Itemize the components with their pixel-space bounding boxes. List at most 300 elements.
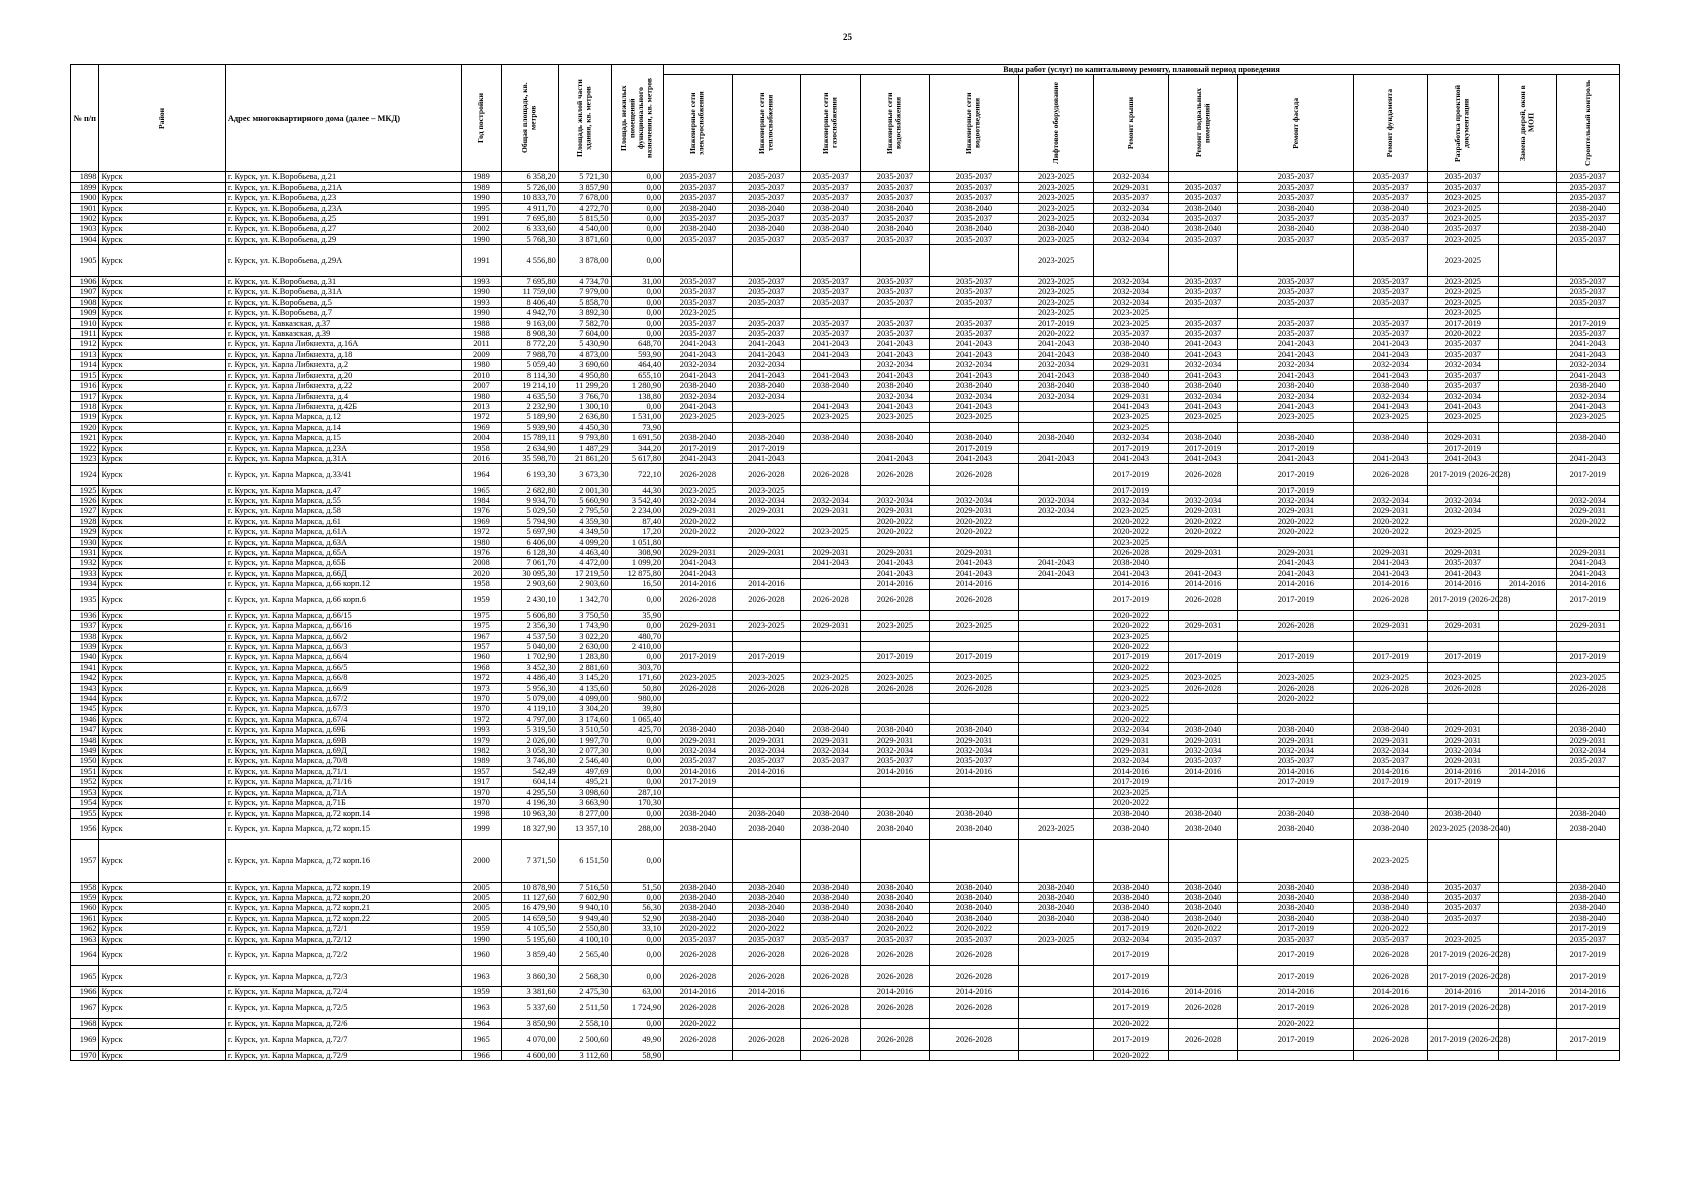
table-row (71, 224, 1620, 234)
area-cell: 5 939,90 (501, 422, 558, 432)
year-cell: 1995 (461, 203, 501, 213)
work-period-cell: 2032-2034 (1094, 203, 1169, 213)
work-period-cell: 2014-2016 (929, 766, 1019, 776)
work-period-cell: 2041-2043 (861, 339, 929, 349)
year-cell: 1968 (461, 662, 501, 672)
area-cell: 13 357,10 (558, 818, 611, 839)
work-period-cell (1556, 245, 1619, 277)
work-period-cell: 2035-2037 (861, 214, 929, 224)
address-cell: г. Курск, ул. Карла Маркса, д.70/8 (225, 756, 461, 766)
work-period-cell (861, 308, 929, 318)
work-period-cell: 2026-2028 (861, 997, 929, 1018)
work-period-cell (1019, 798, 1094, 808)
work-period-cell (929, 704, 1019, 714)
work-period-cell: 2017-2019 (1238, 485, 1354, 495)
table-row (71, 673, 1620, 683)
work-period-cell (1498, 683, 1556, 693)
table-row (71, 527, 1620, 537)
district-cell: Курск (99, 558, 225, 568)
address-cell: г. Курск, ул. Карла Маркса, д.72 корп.20 (225, 892, 461, 902)
work-period-cell (1354, 308, 1428, 318)
address-cell: г. Курск, ул. Карла Маркса, д.72/2 (225, 944, 461, 965)
work-period-cell: 2041-2043 (1556, 349, 1619, 359)
work-period-cell (664, 714, 732, 724)
address-cell: г. Курск, ул. Карла Маркса, д.71А (225, 787, 461, 797)
work-period-cell: 2017-2019 (1238, 652, 1354, 662)
district-cell: Курск (99, 944, 225, 965)
work-period-cell: 2017-2019 (1094, 652, 1169, 662)
area-cell: 308,90 (611, 547, 664, 557)
work-period-cell (1354, 610, 1428, 620)
area-cell: 0,00 (611, 966, 664, 987)
col-work-header: Разработка проектной документации (1428, 75, 1499, 172)
work-period-cell (1498, 924, 1556, 934)
area-cell: 3 304,20 (558, 704, 611, 714)
work-period-cell: 2017-2019 (1428, 318, 1499, 328)
area-cell: 35,90 (611, 610, 664, 620)
work-period-cell: 2014-2016 (861, 579, 929, 589)
work-period-cell: 2026-2028 (1354, 1029, 1428, 1050)
area-cell: 288,00 (611, 818, 664, 839)
work-period-cell (1238, 787, 1354, 797)
work-period-cell: 2041-2043 (1019, 349, 1094, 359)
work-period-cell: 2038-2040 (861, 818, 929, 839)
work-period-cell: 2023-2025 (1019, 308, 1094, 318)
district-cell: Курск (99, 725, 225, 735)
work-period-cell: 2041-2043 (1019, 558, 1094, 568)
work-period-cell (801, 704, 861, 714)
row-number: 1950 (71, 756, 99, 766)
address-cell: г. Курск, ул. Карла Маркса, д.15 (225, 433, 461, 443)
work-period-cell: 2038-2040 (861, 913, 929, 923)
table-row (71, 391, 1620, 401)
work-period-cell: 2020-2022 (861, 527, 929, 537)
work-period-cell: 2020-2022 (929, 516, 1019, 526)
work-period-cell (1019, 944, 1094, 965)
work-period-cell: 2038-2040 (1354, 381, 1428, 391)
work-period-cell: 2038-2040 (861, 882, 929, 892)
work-period-cell: 2038-2040 (801, 203, 861, 213)
work-period-cell (1168, 777, 1238, 787)
work-period-cell (664, 787, 732, 797)
work-period-cell: 2026-2028 (861, 589, 929, 610)
area-cell: 4 119,10 (501, 704, 558, 714)
work-period-cell (1094, 840, 1169, 882)
area-cell: 7 695,80 (501, 277, 558, 287)
work-period-cell: 2038-2040 (1019, 903, 1094, 913)
row-number: 1968 (71, 1018, 99, 1028)
work-period-cell: 2038-2040 (1428, 808, 1499, 818)
work-period-cell (929, 642, 1019, 652)
year-cell: 2005 (461, 903, 501, 913)
address-cell: г. Курск, ул. Карла Маркса, д.71Б (225, 798, 461, 808)
area-cell: 4 797,00 (501, 714, 558, 724)
work-period-cell (1019, 464, 1094, 485)
work-period-cell: 2038-2040 (1019, 913, 1094, 923)
work-period-cell: 2029-2031 (1428, 547, 1499, 557)
work-period-cell (1498, 746, 1556, 756)
table-row (71, 214, 1620, 224)
row-number: 1902 (71, 214, 99, 224)
work-period-cell: 2017-2019 (2026-2028) (1428, 966, 1499, 987)
work-period-cell (1498, 381, 1556, 391)
work-period-cell: 2035-2037 (1556, 193, 1619, 203)
work-period-cell: 2029-2031 (1094, 182, 1169, 192)
area-cell: 138,80 (611, 391, 664, 401)
work-period-cell: 2020-2022 (1238, 527, 1354, 537)
table-row (71, 798, 1620, 808)
work-period-cell (664, 610, 732, 620)
work-period-cell: 2017-2019 (732, 652, 800, 662)
work-period-cell: 2038-2040 (861, 381, 929, 391)
area-cell: 7 695,80 (501, 214, 558, 224)
work-period-cell: 2041-2043 (929, 568, 1019, 578)
table-row (71, 735, 1620, 745)
table-row (71, 485, 1620, 495)
work-period-cell: 2032-2034 (1238, 360, 1354, 370)
work-period-cell: 2014-2016 (1168, 579, 1238, 589)
year-cell: 2016 (461, 453, 501, 463)
work-period-cell: 2026-2028 (664, 589, 732, 610)
year-cell: 1957 (461, 766, 501, 776)
work-period-cell (1168, 840, 1238, 882)
year-cell: 1989 (461, 182, 501, 192)
work-period-cell: 2032-2034 (1019, 506, 1094, 516)
year-cell: 1960 (461, 944, 501, 965)
work-period-cell: 2035-2037 (732, 277, 800, 287)
work-period-cell: 2038-2040 (1556, 808, 1619, 818)
area-cell: 1 487,29 (558, 443, 611, 453)
row-number: 1963 (71, 934, 99, 944)
work-period-cell: 2038-2040 (664, 808, 732, 818)
work-period-cell (1498, 704, 1556, 714)
work-period-cell: 2038-2040 (1094, 381, 1169, 391)
work-period-cell (1019, 735, 1094, 745)
address-cell: г. Курск, ул. К.Воробьева, д.23А (225, 203, 461, 213)
district-cell: Курск (99, 589, 225, 610)
work-period-cell (1019, 756, 1094, 766)
area-cell: 16,50 (611, 579, 664, 589)
work-period-cell: 2038-2040 (664, 913, 732, 923)
work-period-cell: 2029-2031 (732, 506, 800, 516)
district-cell: Курск (99, 673, 225, 683)
work-period-cell (1498, 662, 1556, 672)
work-period-cell (732, 610, 800, 620)
area-cell: 5 697,90 (501, 527, 558, 537)
work-period-cell (732, 558, 800, 568)
work-period-cell: 2041-2043 (664, 568, 732, 578)
work-period-cell (1428, 631, 1499, 641)
work-period-cell: 2023-2025 (1428, 308, 1499, 318)
area-cell: 3 750,50 (558, 610, 611, 620)
work-period-cell: 2032-2034 (861, 391, 929, 401)
year-cell: 1964 (461, 1018, 501, 1028)
row-number: 1926 (71, 495, 99, 505)
area-cell: 9 940,10 (558, 903, 611, 913)
work-period-cell: 2020-2022 (1354, 924, 1428, 934)
work-period-cell (1498, 547, 1556, 557)
work-period-cell (1498, 287, 1556, 297)
table-row (71, 1018, 1620, 1028)
work-period-cell: 2038-2040 (801, 224, 861, 234)
work-period-cell: 2020-2022 (1168, 527, 1238, 537)
work-period-cell (861, 642, 929, 652)
work-period-cell: 2029-2031 (1168, 735, 1238, 745)
area-cell: 5 195,60 (501, 934, 558, 944)
area-cell: 4 349,50 (558, 527, 611, 537)
work-period-cell: 2041-2043 (1354, 558, 1428, 568)
row-number: 1927 (71, 506, 99, 516)
work-period-cell: 2023-2025 (1094, 422, 1169, 432)
work-period-cell: 2023-2025 (664, 485, 732, 495)
address-cell: г. Курск, ул. Карла Либкнехта, д.16А (225, 339, 461, 349)
row-number: 1949 (71, 746, 99, 756)
work-period-cell: 2023-2025 (1428, 934, 1499, 944)
work-period-cell (1019, 412, 1094, 422)
work-period-cell: 2017-2019 (664, 443, 732, 453)
table-row (71, 422, 1620, 432)
work-period-cell (1019, 924, 1094, 934)
address-cell: г. Курск, ул. Карла Маркса, д.66 корп.6 (225, 589, 461, 610)
work-period-cell: 2038-2040 (929, 203, 1019, 213)
work-period-cell: 2035-2037 (1238, 318, 1354, 328)
area-cell: 2 001,30 (558, 485, 611, 495)
area-cell: 3 766,70 (558, 391, 611, 401)
area-cell: 5 768,30 (501, 234, 558, 244)
work-period-cell (1428, 840, 1499, 882)
address-cell: г. Курск, ул. Карла Маркса, д.72/6 (225, 1018, 461, 1028)
work-period-cell (1019, 808, 1094, 818)
work-period-cell: 2032-2034 (929, 391, 1019, 401)
area-cell: 4 099,20 (558, 537, 611, 547)
work-period-cell: 2038-2040 (861, 892, 929, 902)
year-cell: 1965 (461, 485, 501, 495)
table-row (71, 568, 1620, 578)
work-period-cell: 2035-2037 (732, 318, 800, 328)
work-period-cell (1354, 798, 1428, 808)
work-period-cell (801, 1050, 861, 1060)
work-period-cell: 2035-2037 (732, 287, 800, 297)
work-period-cell: 2035-2037 (1428, 172, 1499, 182)
work-period-cell: 2026-2028 (801, 589, 861, 610)
work-period-cell (732, 401, 800, 411)
district-cell: Курск (99, 224, 225, 234)
work-period-cell (1498, 391, 1556, 401)
work-period-cell: 2023-2025 (861, 673, 929, 683)
work-period-cell: 2038-2040 (1094, 903, 1169, 913)
district-cell: Курск (99, 987, 225, 997)
work-period-cell: 2026-2028 (664, 1029, 732, 1050)
year-cell: 1990 (461, 308, 501, 318)
work-period-cell (1354, 662, 1428, 672)
work-period-cell (1019, 579, 1094, 589)
work-period-cell (1498, 193, 1556, 203)
district-cell: Курск (99, 568, 225, 578)
work-period-cell: 2026-2028 (861, 683, 929, 693)
work-period-cell (1019, 443, 1094, 453)
row-number: 1958 (71, 882, 99, 892)
work-period-cell: 2038-2040 (1354, 892, 1428, 902)
work-period-cell (1019, 1029, 1094, 1050)
work-period-cell: 2038-2040 (801, 903, 861, 913)
work-period-cell: 2020-2022 (1094, 621, 1169, 631)
year-cell: 1984 (461, 495, 501, 505)
work-period-cell: 2014-2016 (1498, 579, 1556, 589)
work-period-cell: 2035-2037 (1168, 934, 1238, 944)
work-period-cell: 2038-2040 (664, 224, 732, 234)
work-period-cell (1498, 308, 1556, 318)
table-row (71, 443, 1620, 453)
work-period-cell (1354, 443, 1428, 453)
works-group-header: Виды работ (услуг) по капитальному ремонту, плановый период проведения (664, 65, 1620, 75)
work-period-cell: 2032-2034 (1556, 391, 1619, 401)
area-cell: 7 604,00 (558, 329, 611, 339)
work-period-cell: 2026-2028 (1354, 464, 1428, 485)
work-period-cell (1019, 547, 1094, 557)
row-number: 1938 (71, 631, 99, 641)
work-period-cell: 2038-2040 (732, 203, 800, 213)
area-cell: 593,90 (611, 349, 664, 359)
address-cell: г. Курск, ул. Карла Маркса, д.65Б (225, 558, 461, 568)
work-period-cell: 2032-2034 (1019, 391, 1094, 401)
year-cell: 1989 (461, 756, 501, 766)
work-period-cell: 2032-2034 (1428, 391, 1499, 401)
work-period-cell: 2026-2028 (801, 997, 861, 1018)
district-cell: Курск (99, 381, 225, 391)
work-period-cell: 2014-2016 (1168, 766, 1238, 776)
work-period-cell: 2017-2019 (1238, 966, 1354, 987)
work-period-cell: 2035-2037 (1428, 339, 1499, 349)
work-period-cell (1019, 746, 1094, 756)
work-period-cell: 2035-2037 (861, 234, 929, 244)
address-cell: г. Курск, ул. Карла Маркса, д.69Д (225, 746, 461, 756)
row-number: 1930 (71, 537, 99, 547)
work-period-cell: 2041-2043 (1428, 401, 1499, 411)
work-period-cell (1556, 485, 1619, 495)
work-period-cell: 2023-2025 (732, 412, 800, 422)
area-cell: 50,80 (611, 683, 664, 693)
district-cell: Курск (99, 652, 225, 662)
year-cell: 1969 (461, 516, 501, 526)
work-period-cell: 2035-2037 (861, 297, 929, 307)
work-period-cell: 2017-2019 (1019, 318, 1094, 328)
work-period-cell (801, 537, 861, 547)
work-period-cell: 2035-2037 (1168, 329, 1238, 339)
area-cell: 0,00 (611, 652, 664, 662)
area-cell: 2 903,60 (501, 579, 558, 589)
work-period-cell: 2020-2022 (1094, 516, 1169, 526)
work-period-cell: 2032-2034 (1354, 360, 1428, 370)
work-period-cell: 2023-2025 (1094, 506, 1169, 516)
work-period-cell (1498, 725, 1556, 735)
work-period-cell: 2038-2040 (732, 381, 800, 391)
work-period-cell (1019, 966, 1094, 987)
work-period-cell: 2041-2043 (929, 558, 1019, 568)
work-period-cell (801, 391, 861, 401)
work-period-cell: 2035-2037 (1428, 370, 1499, 380)
work-period-cell: 2035-2037 (861, 329, 929, 339)
work-period-cell: 2035-2037 (1094, 329, 1169, 339)
area-cell: 2 565,40 (558, 944, 611, 965)
row-number: 1931 (71, 547, 99, 557)
district-cell: Курск (99, 349, 225, 359)
area-cell: 0,00 (611, 193, 664, 203)
work-period-cell: 2014-2016 (664, 766, 732, 776)
work-period-cell: 2041-2043 (861, 370, 929, 380)
area-cell: 7 979,00 (558, 287, 611, 297)
work-period-cell: 2038-2040 (1094, 370, 1169, 380)
work-period-cell: 2038-2040 (1238, 818, 1354, 839)
work-period-cell: 2035-2037 (1428, 381, 1499, 391)
work-period-cell: 2014-2016 (664, 987, 732, 997)
row-number: 1970 (71, 1050, 99, 1060)
work-period-cell: 2041-2043 (664, 339, 732, 349)
work-period-cell: 2017-2019 (664, 777, 732, 787)
work-period-cell: 2035-2037 (1168, 193, 1238, 203)
row-number: 1943 (71, 683, 99, 693)
work-period-cell (1498, 913, 1556, 923)
area-cell: 495,21 (558, 777, 611, 787)
work-period-cell (1498, 621, 1556, 631)
work-period-cell (1556, 840, 1619, 882)
work-period-cell: 2035-2037 (861, 172, 929, 182)
work-period-cell (1019, 642, 1094, 652)
work-period-cell: 2041-2043 (801, 558, 861, 568)
work-period-cell: 2035-2037 (801, 934, 861, 944)
area-cell: 7 678,00 (558, 193, 611, 203)
table-row (71, 725, 1620, 735)
work-period-cell: 2032-2034 (1354, 746, 1428, 756)
year-cell: 1989 (461, 172, 501, 182)
work-period-cell (1019, 787, 1094, 797)
area-cell: 5 189,90 (501, 412, 558, 422)
work-period-cell (929, 631, 1019, 641)
work-period-cell (1019, 621, 1094, 631)
work-period-cell (801, 766, 861, 776)
work-period-cell (1498, 495, 1556, 505)
area-cell: 5 337,60 (501, 997, 558, 1018)
work-period-cell: 2029-2031 (929, 506, 1019, 516)
work-period-cell: 2020-2022 (1094, 610, 1169, 620)
work-period-cell: 2035-2037 (1238, 214, 1354, 224)
row-number: 1959 (71, 892, 99, 902)
work-period-cell: 2035-2037 (861, 277, 929, 287)
work-period-cell: 2020-2022 (664, 527, 732, 537)
work-period-cell: 2017-2019 (1556, 997, 1619, 1018)
address-cell: г. Курск, ул. Карла Маркса, д.72 корп.16 (225, 840, 461, 882)
work-period-cell: 2035-2037 (861, 182, 929, 192)
row-number: 1914 (71, 360, 99, 370)
work-period-cell (1168, 787, 1238, 797)
work-period-cell (732, 1050, 800, 1060)
work-period-cell: 2032-2034 (1354, 391, 1428, 401)
year-cell: 1980 (461, 391, 501, 401)
work-period-cell (1498, 1050, 1556, 1060)
work-period-cell: 2038-2040 (801, 882, 861, 892)
area-cell: 9 934,70 (501, 495, 558, 505)
work-period-cell (1238, 704, 1354, 714)
table-row (71, 579, 1620, 589)
area-cell: 655,10 (611, 370, 664, 380)
work-period-cell: 2035-2037 (929, 329, 1019, 339)
work-period-cell (1498, 631, 1556, 641)
row-number: 1935 (71, 589, 99, 610)
work-period-cell: 2035-2037 (1094, 193, 1169, 203)
work-period-cell (861, 840, 929, 882)
district-cell: Курск (99, 1050, 225, 1060)
work-period-cell (1556, 777, 1619, 787)
work-period-cell: 2038-2040 (732, 808, 800, 818)
